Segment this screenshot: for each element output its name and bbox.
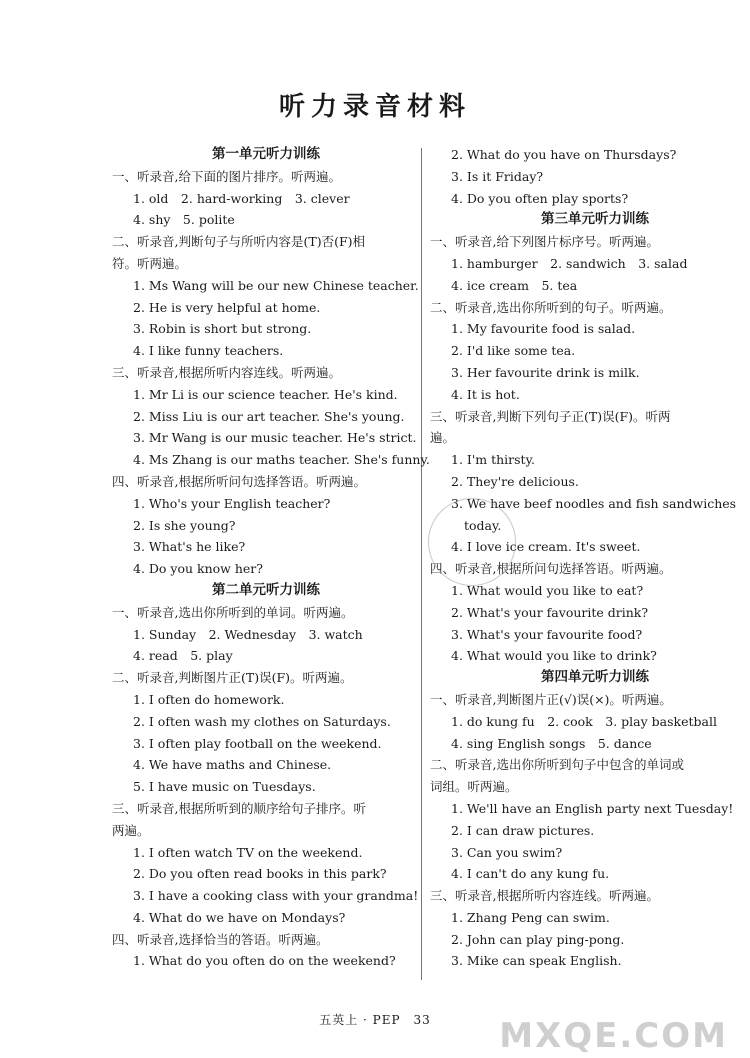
question-instruction: 二、听录音,判断句子与所听内容是(T)否(F)相 xyxy=(112,234,365,250)
transcript-line: 2. What do you have on Thursdays? xyxy=(451,147,677,162)
transcript-line: 4. We have maths and Chinese. xyxy=(133,757,332,773)
transcript-line: 1. What do you often do on the weekend? xyxy=(133,953,396,969)
transcript-line: 1. Sunday 2. Wednesday 3. watch xyxy=(133,626,363,642)
question-instruction: 词组。听两遍。 xyxy=(430,779,518,795)
transcript-line: 3. I often play football on the weekend. xyxy=(133,735,382,751)
transcript-line: 3. What's your favourite food? xyxy=(451,626,643,642)
unit-heading: 第二单元听力训练 xyxy=(212,581,320,598)
transcript-line: 4. read 5. play xyxy=(133,648,233,664)
unit-heading: 第四单元听力训练 xyxy=(541,669,649,686)
transcript-line: 1. We'll have an English party next Tuesday! xyxy=(451,800,734,816)
transcript-line: 5. I have music on Tuesdays. xyxy=(133,779,316,795)
transcript-line: 4. shy 5. polite xyxy=(133,212,235,228)
left-column xyxy=(112,144,430,972)
transcript-line: 4. What would you like to drink? xyxy=(451,648,657,664)
transcript-line: 3. I have a cooking class with your grandma! xyxy=(133,888,419,904)
transcript-line: 3. Mike can speak English. xyxy=(451,953,622,969)
question-instruction: 二、听录音,选出你所听到的句子。听两遍。 xyxy=(430,299,672,315)
watermark: MXQE.COM xyxy=(499,1016,728,1056)
transcript-line: 1. My favourite food is salad. xyxy=(451,321,636,337)
transcript-line: 1. Mr Li is our science teacher. He's kind. xyxy=(133,386,398,402)
question-instruction: 一、听录音,给下列图片标序号。听两遍。 xyxy=(430,234,659,250)
question-instruction: 四、听录音,选择恰当的答语。听两遍。 xyxy=(112,931,329,947)
transcript-line: 1. I often watch TV on the weekend. xyxy=(133,844,363,860)
column-divider xyxy=(421,148,422,980)
transcript-line: 2. I'd like some tea. xyxy=(451,343,576,359)
question-instruction: 一、听录音,选出你所听到的单词。听两遍。 xyxy=(112,604,354,620)
transcript-line: 1. What would you like to eat? xyxy=(451,582,644,598)
homework-stamp xyxy=(428,498,516,586)
transcript-line: 2. Do you often read books in this park? xyxy=(133,866,387,882)
transcript-line: 1. Zhang Peng can swim. xyxy=(451,909,610,925)
transcript-line: 3. Is it Friday? xyxy=(451,168,544,184)
transcript-line: 2. I can draw pictures. xyxy=(451,822,595,838)
question-instruction: 一、听录音,判断图片正(√)误(×)。听两遍。 xyxy=(430,691,672,707)
transcript-line: 1. old 2. hard-working 3. clever xyxy=(133,190,350,206)
transcript-line: 3. Can you swim? xyxy=(451,844,563,860)
page-title: 听力录音材料 xyxy=(278,92,471,122)
transcript-line: 3. Her favourite drink is milk. xyxy=(451,364,640,380)
transcript-line: 3. What's he like? xyxy=(133,539,246,555)
question-instruction: 四、听录音,根据所问句选择答语。听两遍。 xyxy=(430,561,672,577)
transcript-line: 1. I'm thirsty. xyxy=(451,452,535,468)
transcript-line: 2. They're delicious. xyxy=(451,473,579,489)
question-instruction: 遍。 xyxy=(430,430,456,446)
transcript-line: 2. Miss Liu is our art teacher. She's young. xyxy=(133,408,405,424)
question-instruction: 符。听两遍。 xyxy=(112,255,188,271)
transcript-line: 1. I often do homework. xyxy=(133,691,285,707)
transcript-line: 4. Do you know her? xyxy=(133,561,263,577)
transcript-line: 4. I love ice cream. It's sweet. xyxy=(451,539,641,555)
question-instruction: 三、听录音,判断下列句子正(T)误(F)。听两 xyxy=(430,408,671,424)
transcript-line: 4. I like funny teachers. xyxy=(133,343,284,359)
question-instruction: 一、听录音,给下面的图片排序。听两遍。 xyxy=(112,168,341,184)
page-footer: 五英上 · PEP 33 xyxy=(319,1013,431,1027)
transcript-line: 3. Mr Wang is our music teacher. He's strict. xyxy=(133,430,417,446)
transcript-line: 4. Ms Zhang is our maths teacher. She's funny. xyxy=(133,452,430,468)
transcript-line: 1. Who's your English teacher? xyxy=(133,495,331,511)
question-instruction: 两遍。 xyxy=(112,822,150,838)
transcript-line: 2. Is she young? xyxy=(133,517,236,533)
question-instruction: 二、听录音,判断图片正(T)误(F)。听两遍。 xyxy=(112,670,353,686)
transcript-line: 3. We have beef noodles and fish sandwiches xyxy=(451,495,737,511)
transcript-line: 3. Robin is short but strong. xyxy=(133,321,312,337)
unit-heading: 第三单元听力训练 xyxy=(541,211,649,228)
transcript-line: 4. sing English songs 5. dance xyxy=(451,735,652,751)
transcript-line: 1. hamburger 2. sandwich 3. salad xyxy=(451,255,688,271)
transcript-line: 2. He is very helpful at home. xyxy=(133,299,321,315)
transcript-line: today. xyxy=(464,517,502,533)
transcript-line: 4. What do we have on Mondays? xyxy=(133,909,346,925)
question-instruction: 三、听录音,根据所听内容连线。听两遍。 xyxy=(112,364,341,380)
transcript-line: 4. It is hot. xyxy=(451,386,520,402)
question-instruction: 二、听录音,选出你所听到句子中包含的单词或 xyxy=(430,757,684,773)
transcript-line: 2. I often wash my clothes on Saturdays. xyxy=(133,713,391,729)
transcript-line: 1. do kung fu 2. cook 3. play basketball xyxy=(451,713,717,729)
unit-heading: 第一单元听力训练 xyxy=(212,146,320,162)
transcript-line: 1. Ms Wang will be our new Chinese teacher. xyxy=(133,277,419,293)
transcript-line: 4. ice cream 5. tea xyxy=(451,277,578,293)
question-instruction: 三、听录音,根据所听内容连线。听两遍。 xyxy=(430,888,659,904)
transcript-line: 4. I can't do any kung fu. xyxy=(451,866,610,882)
transcript-line: 2. John can play ping-pong. xyxy=(451,931,625,947)
transcript-line: 4. Do you often play sports? xyxy=(451,190,629,206)
transcript-line: 2. What's your favourite drink? xyxy=(451,604,649,620)
question-instruction: 三、听录音,根据所听到的顺序给句子排序。听 xyxy=(112,800,366,816)
question-instruction: 四、听录音,根据所听问句选择答语。听两遍。 xyxy=(112,473,366,489)
